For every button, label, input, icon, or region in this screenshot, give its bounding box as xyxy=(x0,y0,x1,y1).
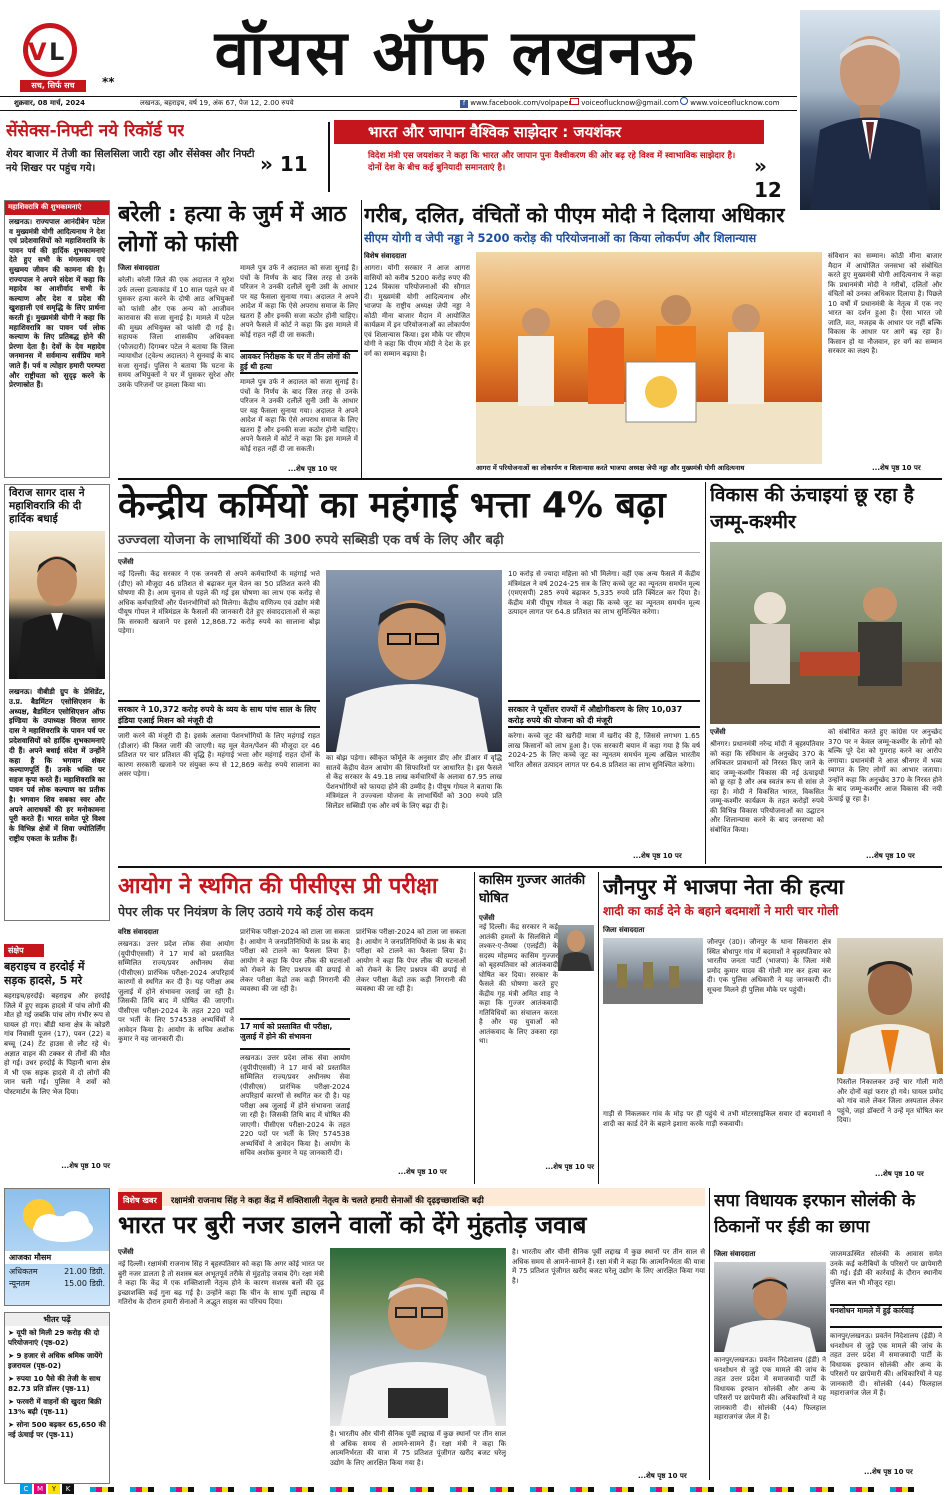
story-more[interactable]: ...शेष पृष्ठ 10 पर xyxy=(638,1472,687,1480)
cmyk-m: M xyxy=(34,1484,46,1494)
story-more[interactable]: ...शेष पृष्ठ 10 पर xyxy=(398,1168,447,1176)
person-silhouette-icon xyxy=(558,925,594,971)
vol-logo-icon xyxy=(12,22,90,84)
weather-min: न्यूनतम 15.00 डिग्री. xyxy=(9,1279,105,1288)
story-byline: एजेंसी xyxy=(118,1248,134,1256)
masthead-stars: ** xyxy=(102,75,115,89)
masthead-logo xyxy=(12,22,90,84)
story-jaunpur[interactable] xyxy=(598,872,942,1184)
teaser-page: » 11 xyxy=(260,152,308,176)
photo-caption: आगरा में परियोजनाओं का लोकार्पण व शिलान्यास करते भाजपा अध्यक्ष जेपी नड्डा और मुख्यमंत्री योगी आदित्यनाथ xyxy=(476,464,745,472)
story-sub: उज्ज्वला योजना के लाभार्थियों की 300 रुपये सब्सिडी एक वर्ष के लिए और बढ़ी xyxy=(118,530,700,553)
sidebar xyxy=(0,200,112,1490)
story-text-5: करेगा। कच्चे जूट की खरीदी मात्रा में खरीद की है, जिससे लगभग 1.65 लाख किसानों को लाभ हुआ है। एक सरकारी बयान में कहा गया है कि वर्ष 2024-25 के लिए कच्चे जूट का न्यूनतम समर्थन मूल्य अखिल भारतीय भारित औसत उत्पादन लागत पर 64.8 प्रतिशत का लाभ सुनिश्चित करेगा। xyxy=(508,732,700,769)
story-text-4: प्रारंभिक परीक्षा-2024 को टाला जा सकता है। आयोग ने जनप्रतिनिधियों के प्रश्न के बाद परीक्षा को टालने का फैसला लिया है। आयोग ने कहा कि पेपर लीक की घटनाओं को रोकने के लिए प्रश्नपत्र की छपाई से लेकर परीक्षा केंद्रों तक कड़ी निगरानी की व्यवस्था की जा रही है। xyxy=(356,928,466,993)
story-text-3: है। भारतीय और चीनी सैनिक पूर्वी लद्दाख में कुछ स्थानों पर तीन साल से अधिक समय से आमने-सामने हैं। रक्षा मंत्री ने कहा कि आत्मनिर्भरता की यात्रा में 75 प्रतिशत पूंजीगत खरीद बजट घरेलू उद्योग के लिए आरक्षित किया गया है। xyxy=(330,1430,506,1467)
person-silhouette-icon xyxy=(714,1262,826,1352)
story-text-2: प्रारंभिक परीक्षा-2024 को टाला जा सकता है। आयोग ने जनप्रतिनिधियों के प्रश्न के बाद परीक्षा को टालने का फैसला लिया है। आयोग ने कहा कि पेपर लीक की घटनाओं को रोकने के लिए प्रश्नपत्र की छपाई से लेकर परीक्षा केंद्रों तक कड़ी निगरानी की व्यवस्था की जा रही है। xyxy=(240,928,350,993)
story-more[interactable]: ...शेष पृष्ठ 10 पर xyxy=(866,852,915,860)
crime-scene-photo xyxy=(603,938,703,1004)
column-divider xyxy=(709,1188,710,1480)
shivratri-greeting xyxy=(4,200,110,478)
story-da[interactable] xyxy=(118,482,700,864)
story-text-2: है। भारतीय और चीनी सैनिक पूर्वी लद्दाख में कुछ स्थानों पर तीन साल से अधिक समय से आमने-सामने हैं। रक्षा मंत्री ने कहा कि आत्मनिर्भरता की यात्रा में 75 प्रतिशत पूंजीगत खरीद बजट घरेलू उद्योग के लिए आरक्षित किया गया है। xyxy=(512,1248,705,1285)
inside-item[interactable]: ➤ यूपी को मिली 29 करोड़ की दो परियोजनाएं (पृष्ठ-02) xyxy=(8,1328,100,1347)
section-rule xyxy=(118,478,942,480)
story-text-3: मामले पुत्र उर्फ ने अदालत को सजा सुनाई है। पंचों के निर्णय के बाद जिस तरह से उनके परिजन ने उनकी दलीलें सुनी उसी के आधार पर यह फैसला सुनाया गया। अदालत ने अपने आदेश में कहा कि ऐसे अपराध समाज के लिए खतरा हैं और इनकी सजा कठोर होनी चाहिए। अपने फैसले में कोर्ट ने कहा कि इस मामले में कोई राहत नहीं दी जा सकती। xyxy=(240,378,358,453)
story-text-3: लखनऊ। उत्तर प्रदेश लोक सेवा आयोग (यूपीपीएससी) ने 17 मार्च को प्रस्तावित सम्मिलित राज्य/प्रवर अधीनस्थ सेवा (पीसीएस) प्रारंभिक परीक्षा-2024 अपरिहार्य कारणों से स्थगित कर दी है। यह परीक्षा अब जुलाई में होने संभावना जताई जा रही है। जिसकी तिथि बाद में घोषित की जाएगी। पीसीएस परीक्षा-2024 के तहत 220 पदों पर भर्ती के लिए 574538 अभ्यर्थियों ने आवेदन किया है। आयोग के सचिव अशोक कुमार ने यह जानकारी दी। xyxy=(240,1054,350,1157)
person-silhouette-icon xyxy=(800,10,940,210)
story-headline: सपा विधायक इरफान सोलंकी के ठिकानों पर ईडी का छापा xyxy=(714,1191,916,1237)
story-text: नई दिल्ली। केंद्र सरकार ने एक जनवरी से अपने कर्मचारियों के महंगाई भत्ते (डीए) को मौजूदा 46 प्रतिशत से बढ़ाकर मूल वेतन का 50 प्रतिशत करने की घोषणा की है। आम चुनाव से पहले की गई इस घोषणा का लाभ एक करोड़ से अधिक कर्मचारियों और पेंशनभोगियों को मिलेगा। केंद्रीय वाणिज्य एवं उद्योग मंत्री पीयूष गोयल ने मंत्रिमंडल के फैसलों की जानकारी देते हुए संवाददाताओं से कहा कि सरकारी खजाने पर इससे 12,868.72 करोड़ रुपये का सालाना बोझ पड़ेगा। xyxy=(118,570,320,635)
story-modi[interactable] xyxy=(364,200,942,478)
story-text-2: मामले पुत्र उर्फ ने अदालत को सजा सुनाई है। पंचों के निर्णय के बाद जिस तरह से उनके परिजन ने उनकी दलीलें सुनी उसी के आधार पर यह फैसला सुनाया गया। अदालत ने अपने आदेश में कहा कि ऐसे अपराध समाज के लिए खतरा हैं और इनकी सजा कठोर होनी चाहिए। अपने फैसले में कोर्ट ने कहा कि इस मामले में कोई राहत नहीं दी जा सकती। xyxy=(240,264,358,339)
story-byline: जिला संवाददाता xyxy=(603,926,645,934)
teaser-text: शेयर बाजार में तेजी का सिलसिला जारी रहा और सेंसेक्स और निफ्टी नये शिखर पर पहुंच गये। xyxy=(6,149,255,174)
mail-icon xyxy=(570,98,579,105)
modi-jk-photo xyxy=(710,542,942,724)
teaser-text: विदेश मंत्री एस जयशंकर ने कहा कि भारत और जापान पुनः वैश्वीकरण की ओर बढ़ रहे विश्व में स्वाभाविक साझेदार है। दोनों देश के बीच कई बुनियादी समानताएं है। xyxy=(368,151,736,173)
email-link[interactable]: voiceoflucknow@gmail.com xyxy=(570,97,679,110)
story-text: बरेली। बरेली जिले की एक अदालत ने सुरेश उर्फ लल्ला हत्याकांड में 10 साल पहले घर में घुसकर हत्या करने के दोषी आठ अभियुक्तों को फांसी और एक अन्य को आजीवन कारावास की सजा सुनाई है। मामले में पटेल की मुख्य अभियुक्त को फांसी दी गई है। सहायक जिला शासकीय अधिवक्ता (फौजदारी) दिगम्बर पटेल ने बताया कि जिला न्यायाधीश (ट्वेल्थ अदालत) ने सुनवाई के बाद सजा सुनाई। पुलिस ने बताया कि घटना के समय अभियुक्तों ने घर में घुसकर सुरेश और उसके परिजनों पर हमला किया था। xyxy=(118,276,234,389)
cmyk-y: Y xyxy=(48,1484,60,1494)
issue-date: शुक्रवार, 08 मार्च, 2024 xyxy=(14,99,86,107)
cmyk-k: K xyxy=(62,1484,74,1494)
inside-item[interactable]: ➤ फरवरी में वाहनों की खुदरा बिक्री 13% बढ़ी (पृष्ठ-11) xyxy=(8,1397,102,1416)
greeting-title: महाशिवरात्रि की शुभकामनाएं xyxy=(5,201,109,215)
viraj-photo xyxy=(9,531,105,679)
svg-text:L: L xyxy=(49,38,65,66)
story-byline: विशेष संवाददाता xyxy=(364,252,407,260)
inside-item[interactable]: ➤ 9 हजार से अधिक श्रमिक जायेंगे इजरायल (पृष्ठ-02) xyxy=(8,1351,103,1370)
brief-text: बहराइच/हरदोई। बहराइच और हरदोई जिले में हुए सड़क हादसे में पांच लोगों की मौत हो गई जबकि पांच लोग गंभीर रूप से घायल हो गए। बौंडी थाना क्षेत्र के कोडरी गांव निवासी पूजन (17), पवन (22) व बच्चू (24) टेंट हाउस से लौट रहे थे। अज्ञात वाहन की टक्कर से तीनों की मौत हो गई। उधर हरदोई के पिहानी थाना क्षेत्र में भी एक सड़क हादसे में दो लोगों की जान चली गई। पुलिस ने शवों को पोस्टमार्टम के लिए भेज दिया। xyxy=(4,992,110,1096)
story-pull: धनशोधन मामले में हुई कार्रवाई xyxy=(830,1304,942,1328)
story-headline: कासिम गुज्जर आतंकी घोषित xyxy=(479,873,586,906)
story-pull-1: सरकार ने 10,372 करोड़ रुपये के व्यय के साथ पांच साल के लिए इंडिया एआई मिशन को मंजूरी दी xyxy=(118,700,320,728)
story-text: आगरा। योगी सरकार ने आज आगरा वासियों को करीब 5200 करोड़ रुपए की 124 विकास परियोजनाओं की सौगात दी। मुख्यमंत्री योगी आदित्यनाथ और भाजपा के राष्ट्रीय अध्यक्ष जेपी नड्डा ने कोठी मीना बाजार मैदान में आयोजित कार्यक्रम में इन परियोजनाओं का लोकार्पण एवं शिलान्यास किया। इस मौके पर सीएम योगी ने कहा कि पीएम मोदी ने देश के हर वर्ग का सम्मान बढ़ाया है। xyxy=(364,264,470,358)
police-scene-icon xyxy=(603,938,703,1004)
story-headline: आयोग ने स्थगित की पीसीएस प्री परीक्षा xyxy=(118,874,438,899)
inside-box xyxy=(4,1312,110,1484)
weather-max: अधिकतम 21.00 डिग्री. xyxy=(9,1267,105,1276)
story-more[interactable]: ...शेष पृष्ठ 10 पर xyxy=(545,1163,594,1171)
weather-box xyxy=(4,1188,110,1306)
goyal-photo xyxy=(326,570,502,752)
story-more[interactable]: ...शेष पृष्ठ 10 पर xyxy=(633,852,682,860)
viraj-ad-text xyxy=(4,685,110,921)
story-solanki[interactable] xyxy=(714,1188,942,1480)
story-sub: सीएम योगी व जेपी नड्डा ने 5200 करोड़ की परियोजनाओं का किया लोकर्पण और शिलान्यास xyxy=(364,231,757,245)
story-text: जौनपुर (उ0)। जौनपुर के थाना सिकरारा क्षेत्र स्थित बोधापुर गांव में बदमाशों ने बृहस्पतिवार को भारतीय जनता पार्टी (भाजपा) के जिला मंत्री प्रमोद कुमार यादव की गोली मार कर हत्या कर दी। एक पुलिस अधिकारी ने यह जानकारी दी। सूचना मिलने ही पुलिस मौके पर पहुंची। xyxy=(707,938,831,994)
story-headline: भारत पर बुरी नजर डालने वालों को देंगे मुंहतोड़ जवाब xyxy=(118,1211,587,1239)
kasim-photo xyxy=(558,925,594,971)
story-text-3: का बोझ पड़ेगा। स्वीकृत फॉर्मूले के अनुसार डीए और डीआर में वृद्धि सातवें केंद्रीय वेतन आयोग की सिफारिशों पर आधारित है। इस फैसले से केंद्र सरकार के 49.18 लाख कर्मचारियों के अलावा 67.95 लाख पेंशनभोगियों को फायदा होने की उम्मीद है। पीयूष गोयल ने बताया कि मंत्रिमंडल ने उज्ज्वला योजना के लाभार्थियों को 300 रुपये प्रति सिलेंडर सब्सिडी एक और वर्ष के लिए बढ़ा दी है। xyxy=(326,754,502,810)
masthead xyxy=(0,0,945,112)
story-jk[interactable] xyxy=(710,482,942,864)
teaser-sensex[interactable] xyxy=(0,118,325,194)
story-byline: एजेंसी xyxy=(118,558,134,566)
ad-title: विराज सागर दास ने महाशिवरात्रि की दी हार्दिक बधाई xyxy=(9,487,85,525)
photo-caption: गाड़ी से निकलकर गांव के मोड़ पर ही पहुंचे थे तभी मोटरसाइकिल सवार दो बदमाशों ने शादी का कार्ड देने के बहाने इशारा करके गाड़ी रुकवायी। xyxy=(603,1110,831,1128)
person-silhouette-icon xyxy=(837,938,943,1074)
victim-photo xyxy=(837,938,943,1074)
story-bareilly[interactable] xyxy=(118,200,358,478)
story-pull-2: सरकार ने पूर्वोत्तर राज्यों में औद्योगीकरण के लिए 10,037 करोड़ रुपये की योजना को दी मंजूरी xyxy=(508,700,700,728)
column-divider xyxy=(705,482,706,864)
teaser-headline: सेंसेक्स-निफ्टी नये रिकॉर्ड पर xyxy=(6,121,185,141)
brief-label: संक्षेप xyxy=(4,944,44,957)
story-byline: एजेंसी xyxy=(479,914,495,922)
story-more[interactable]: ...शेष पृष्ठ 10 पर xyxy=(872,464,921,472)
event-crowd-icon xyxy=(476,252,822,464)
story-kasim[interactable] xyxy=(474,872,594,1184)
story-byline: जिला संवाददाता xyxy=(118,264,160,272)
teaser-jaishankar[interactable] xyxy=(334,118,798,202)
story-text-right: संविधान का सम्मान। कोठी मीना बाजार मैदान में आयोजित जनसभा को संबोधित करते हुए मुख्यमंत्री योगी आदित्यनाथ ने कहा कि प्रधानमंत्री मोदी ने गरीबों, दलितों और वंचितों को उनका अधिकार दिलाया है। पिछले 10 वर्षों में प्रधानमंत्री के नेतृत्व में एक नए भारत का दर्शन हुआ है। ऐसा भारत जो जाति, मत, मजहब के आधार पर नहीं बल्कि विकास के आधार पर आगे बढ़ रहा है। किसान हो या नौजवान, हर वर्ग का सम्मान सरकार का लक्ष्य है। xyxy=(828,252,942,355)
story-text-2: जारी करने की मंजूरी दी है। इसके अलावा पेंशनभोगियों के लिए महंगाई राहत (डीआर) की किस्त जारी की जाएगी। यह मूल वेतन/पेंशन की मौजूदा दर 46 प्रतिशत पर चार प्रतिशत की वृद्धि है। महंगाई भत्ता और महंगाई राहत दोनों के कारण सरकारी खजाने पर संयुक्त रूप से 12,869 करोड़ रुपये सालाना का असर पड़ेगा। xyxy=(118,732,320,778)
cmyk-c: C xyxy=(20,1484,32,1494)
story-text-2: जाजमऊस्थित सोलंकी के आवास समेत उनके कई करीबियों के परिसरों पर छापेमारी की गई। ईडी की कार्रवाई के दौरान स्थानीय पुलिस बल भी मौजूद रहा। xyxy=(830,1250,942,1287)
agra-event-photo xyxy=(476,252,822,464)
story-text: कानपुर/लखनऊ। प्रवर्तन निदेशालय (ईडी) ने धनशोधन से जुड़े एक मामले की जांच के तहत उत्तर प्रदेश में समाजवादी पार्टी के विधायक इरफान सोलंकी और अन्य के परिसरों पर छापेमारी की। अधिकारियों ने यह जानकारी दी। सोलंकी (44) फिलहाल महाराजगंज जेल में हैं। xyxy=(714,1356,826,1421)
person-silhouette-icon xyxy=(326,570,502,752)
teaser-headline: भारत और जापान वैश्विक साझेदार : जयशंकर xyxy=(334,120,764,144)
person-silhouette-icon xyxy=(9,531,105,679)
tagline-badge: सच, सिर्फ सच xyxy=(20,80,86,92)
brief-headline: बहराइच व हरदोई में सड़क हादसे, 5 मरे xyxy=(4,960,85,987)
story-text: नई दिल्ली। केंद्र सरकार ने कई आतंकी हमलों के सिलसिले में लश्कर-ए-तैयबा (एलईटी) के सदस्य मोहम्मद कासिम गुज्जर को बृहस्पतिवार को आतंकवादी घोषित कर दिया। सरकार के फैसले की घोषणा करते हुए केंद्रीय गृह मंत्री अमित शाह ने कहा कि गुज्जर आतंकवादी गतिविधियों का संचालन करता है और यह युवाओं को आतंकवाद के लिए उकसा रहा था। xyxy=(479,923,558,1045)
story-headline: गरीब, दलित, वंचितों को पीएम मोदी ने दिलाया अधिकार xyxy=(364,203,785,227)
website-link[interactable]: www.voiceoflucknow.com xyxy=(680,97,780,110)
registration-strip xyxy=(90,1487,930,1492)
story-pull: आवकर निरीक्षक के घर में तीन लोगों की हुई थी हत्या xyxy=(240,350,358,374)
facebook-link[interactable]: f www.facebook.com/volpaper xyxy=(460,97,571,110)
story-more[interactable]: ...शेष पृष्ठ 10 पर xyxy=(864,1468,913,1476)
story-headline: जौनपुर में भाजपा नेता की हत्या xyxy=(603,875,844,899)
story-more[interactable]: ...शेष पृष्ठ 10 पर xyxy=(875,1170,924,1178)
inside-item[interactable]: ➤ रुपया 10 पैसे की तेजी के साथ 82.73 प्रति डॉलर (पृष्ठ-11) xyxy=(8,1374,101,1393)
story-byline: एजेंसी xyxy=(710,728,726,736)
svg-text:V: V xyxy=(28,38,47,66)
story-byline: जिला संवाददाता xyxy=(714,1250,756,1258)
story-text: श्रीनगर। प्रधानमंत्री नरेन्द्र मोदी ने बृहस्पतिवार को कहा कि संविधान के अनुच्छेद 370 के अधिकतर प्रावधानों को निरस्त किए जाने के बाद जम्मू-कश्मीर विकास की नई ऊंचाइयों को छू रहा है और अब स्वतंत्र रूप से सांस ले रहा है। मोदी ने विकसित भारत, विकसित जम्मू-कश्मीर कार्यक्रम के तहत करोड़ों रुपये की विभिन्न विकास परियोजनाओं का उद्घाटन और शिलान्यास करने के बाद जनसभा को संबोधित किया। xyxy=(710,740,824,834)
inside-list xyxy=(5,1326,109,1442)
story-text: लखनऊ। उत्तर प्रदेश लोक सेवा आयोग (यूपीपीएससी) ने 17 मार्च को प्रस्तावित सम्मिलित राज्य/प्रवर अधीनस्थ सेवा (पीसीएस) प्रारंभिक परीक्षा-2024 अपरिहार्य कारणों से स्थगित कर दी है। यह परीक्षा अब जुलाई में होने संभावना जताई जा रही है। जिसकी तिथि बाद में घोषित की जाएगी। पीसीएस परीक्षा-2024 के तहत 220 पदों पर भर्ती के लिए 574538 अभ्यर्थियों ने आवेदन किया है। आयोग के सचिव अशोक कुमार ने यह जानकारी दी। xyxy=(118,940,234,1043)
weather-sun-cloud-icon xyxy=(5,1189,109,1251)
story-more[interactable]: ...शेष पृष्ठ 10 पर xyxy=(288,465,337,473)
brief-section xyxy=(4,944,110,1184)
story-exam[interactable] xyxy=(118,872,468,1184)
story-text-3: कानपुर/लखनऊ। प्रवर्तन निदेशालय (ईडी) ने धनशोधन से जुड़े एक मामले की जांच के तहत उत्तर प्रदेश में समाजवादी पार्टी के विधायक इरफान सोलंकी और अन्य के परिसरों पर छापेमारी की। अधिकारियों ने यह जानकारी दी। सोलंकी (44) फिलहाल महाराजगंज जेल में हैं। xyxy=(830,1332,942,1397)
kicker-badge: विशेष खबर xyxy=(118,1192,162,1210)
column-divider xyxy=(361,200,362,478)
people-meeting-icon xyxy=(710,542,942,724)
story-pull: 17 मार्च को प्रस्तावित थी परीक्षा, जुलाई में होने की संभावना xyxy=(240,1018,350,1050)
story-headline: बरेली : हत्या के जुर्म में आठ लोगों को फांसी xyxy=(118,202,347,257)
inside-title: भीतर पढ़ें xyxy=(5,1313,109,1326)
weather-title: आजका मौसम xyxy=(5,1251,109,1264)
rajnath-photo xyxy=(330,1248,506,1426)
story-headline: केन्द्रीय कर्मियों का महंगाई भत्ता 4% बढ़ा xyxy=(118,485,666,526)
greeting-text: लखनऊ। राज्यपाल आनंदीबेन पटेल व मुख्यमंत्री योगी आदित्यनाथ ने देश एवं प्रदेशवासियों को महाशिवरात्रि के पावन पर्व की हार्दिक शुभकामनाएं देते हुए सभी के मंगलमय एवं सुखमय जीवन की कामना की है। राज्यपाल ने अपने संदेश में कहा कि महादेव का आशीर्वाद सभी के कल्याण और देश व प्रदेश की खुशहाली एवं समृद्धि के लिए प्रार्थना करती हूं। मुख्यमंत्री योगी ने कहा कि महाशिवरात्रि का पावन पर्व लोक कल्याण के लिए प्रतिबद्ध होने की प्रेरणा देता है। देवों के देव महादेव जनमानस में सर्वमान्य सर्वप्रिय माने जाते हैं। पर्व व त्योहार हमारी परम्परा और राष्ट्रीयता को सुदृढ़ करने के प्रेरणास्रोत हैं। xyxy=(9,217,105,390)
ad-body: लखनऊ। वीबीडी ग्रुप के प्रेसिडेंट, उ.प्र. बैडमिंटन एसोसिएशन के अध्यक्ष, बैडमिंटन एसोसिएशन ऑफ इण्डिया के उपाध्यक्ष विराज सागर दास ने महाशिवरात्रि के पावन पर्व पर प्रदेशवासियों को हार्दिक शुभकामनाएं दी हैं। अपने बधाई संदेश में उन्होंने कहा है कि भगवान शंकर कल्याणपूर्ति हैं। उनके भक्ति पर सहज कृपा करते हैं। महाशिवरात्रि का पावन पर्व लोक कल्याण का प्रतीक है। भगवान शिव सबका स्वर और अपने आराधकों की हर मनोकामना पूरी करते हैं। भारत समेत पूरे विश्व के विभिन्न क्षेत्रों में शिवा ज्योतिर्लिंग राष्ट्रीय एकता के प्रतीक हैं। xyxy=(9,687,105,843)
person-silhouette-icon xyxy=(330,1248,506,1426)
dateline xyxy=(0,96,797,111)
jaishankar-photo xyxy=(800,10,940,210)
story-sub: शादी का कार्ड देने के बहाने बदमाशों ने मारी चार गोली xyxy=(603,904,839,918)
teaser-divider xyxy=(328,122,330,192)
story-text-2: पिस्तौल निकालकर उन्हें चार गोली मारी और दोनों वहां फरार हो गये। घायल प्रमोद को गांव वाले लेकर जिला अस्पताल लेकर पहुंचे, जहां डॉक्टरों ने उन्हें मृत घोषित कर दिया। xyxy=(837,1078,943,1124)
solanki-photo xyxy=(714,1262,826,1352)
teaser-page: » 12 xyxy=(754,154,782,202)
inside-item[interactable]: ➤ सोना 500 बढ़कर 65,650 की नई ऊंचाई पर (पृष्ठ-11) xyxy=(8,1420,106,1439)
story-text: नई दिल्ली। रक्षामंत्री राजनाथ सिंह ने बृहस्पतिवार को कहा कि अगर कोई भारत पर बुरी नजर डालता है तो सशस्त्र बल अभूतपूर्व तरीके से मुंहतोड़ जवाब देंगे। रक्षा मंत्री ने कहा कि केंद्र में एक शक्तिशाली नेतृत्व होने के कारण सशस्त्र बलों की दृढ़ इच्छाशक्ति कई गुना बढ़ गई है। उन्होंने कहा कि चीन के साथ पूर्वी लद्दाख में गतिरोध के दौरान हमारी सेनाओं ने अद्भुत साहस का परिचय दिया। xyxy=(118,1260,324,1306)
strap-text: रक्षामंत्री राजनाथ सिंह ने कहा केंद्र में शक्तिशाली नेतृत्व के चलते हमारी सेनाओं की दृढ़इच्छाशक्ति बढ़ी xyxy=(170,1196,484,1206)
story-byline: वरिष्ठ संवाददाता xyxy=(118,928,159,936)
brief-more[interactable]: ...शेष पृष्ठ 10 पर xyxy=(61,1162,110,1170)
story-headline: विकास की ऊंचाइयां छू रहा है जम्मू-कश्मीर xyxy=(710,484,914,533)
story-rajnath[interactable] xyxy=(118,1208,705,1480)
print-footer xyxy=(0,1484,945,1495)
section-rule xyxy=(118,866,942,868)
facebook-icon: f xyxy=(460,100,468,108)
globe-icon xyxy=(680,97,688,105)
masthead-title: वॉयस ऑफ लखनऊ xyxy=(214,16,696,89)
story-text-4: 10 करोड़ से ज्यादा महिला को भी मिलेगा। वहीं एक अन्य फैसले में केंद्रीय मंत्रिमंडल ने वर्ष 2024-25 सत्र के लिए कच्चे जूट का न्यूनतम समर्थन मूल्य (एमएसपी) 285 रुपये बढ़ाकर 5,335 रुपये प्रति क्विंटल कर दिया है। केंद्रीय मंत्री पीयूष गोयल ने कहा कि कच्चे जूट का न्यूनतम समर्थन मूल्य उत्पादन लागत पर 64.8 प्रतिशत का लाभ सुनिश्चित करेगा। xyxy=(508,570,700,616)
story-text-2: को संबोधित करते हुए कांग्रेस पर अनुच्छेद 370 पर न केवल जम्मू-कश्मीर के लोगों को बल्कि पूरे देश को गुमराह करने का आरोप लगाया। प्रधानमंत्री ने आज श्रीनगर में भव्य स्वागत के लिए लोगों का आभार जताया। उन्होंने कहा कि अनुच्छेद 370 के निरस्त होने के बाद जम्मू-कश्मीर आज विकास की नयी ऊंचाई छू रहा है। xyxy=(828,728,942,803)
issue-edition: लखनऊ, बहराइच, वर्ष 19, अंक 67, पेज 12, 2.00 रुपये xyxy=(140,99,294,107)
story-sub: पेपर लीक पर नियंत्रण के लिए उठाये गये कई ठोस कदम xyxy=(118,904,374,919)
rajnath-strap xyxy=(118,1188,705,1206)
